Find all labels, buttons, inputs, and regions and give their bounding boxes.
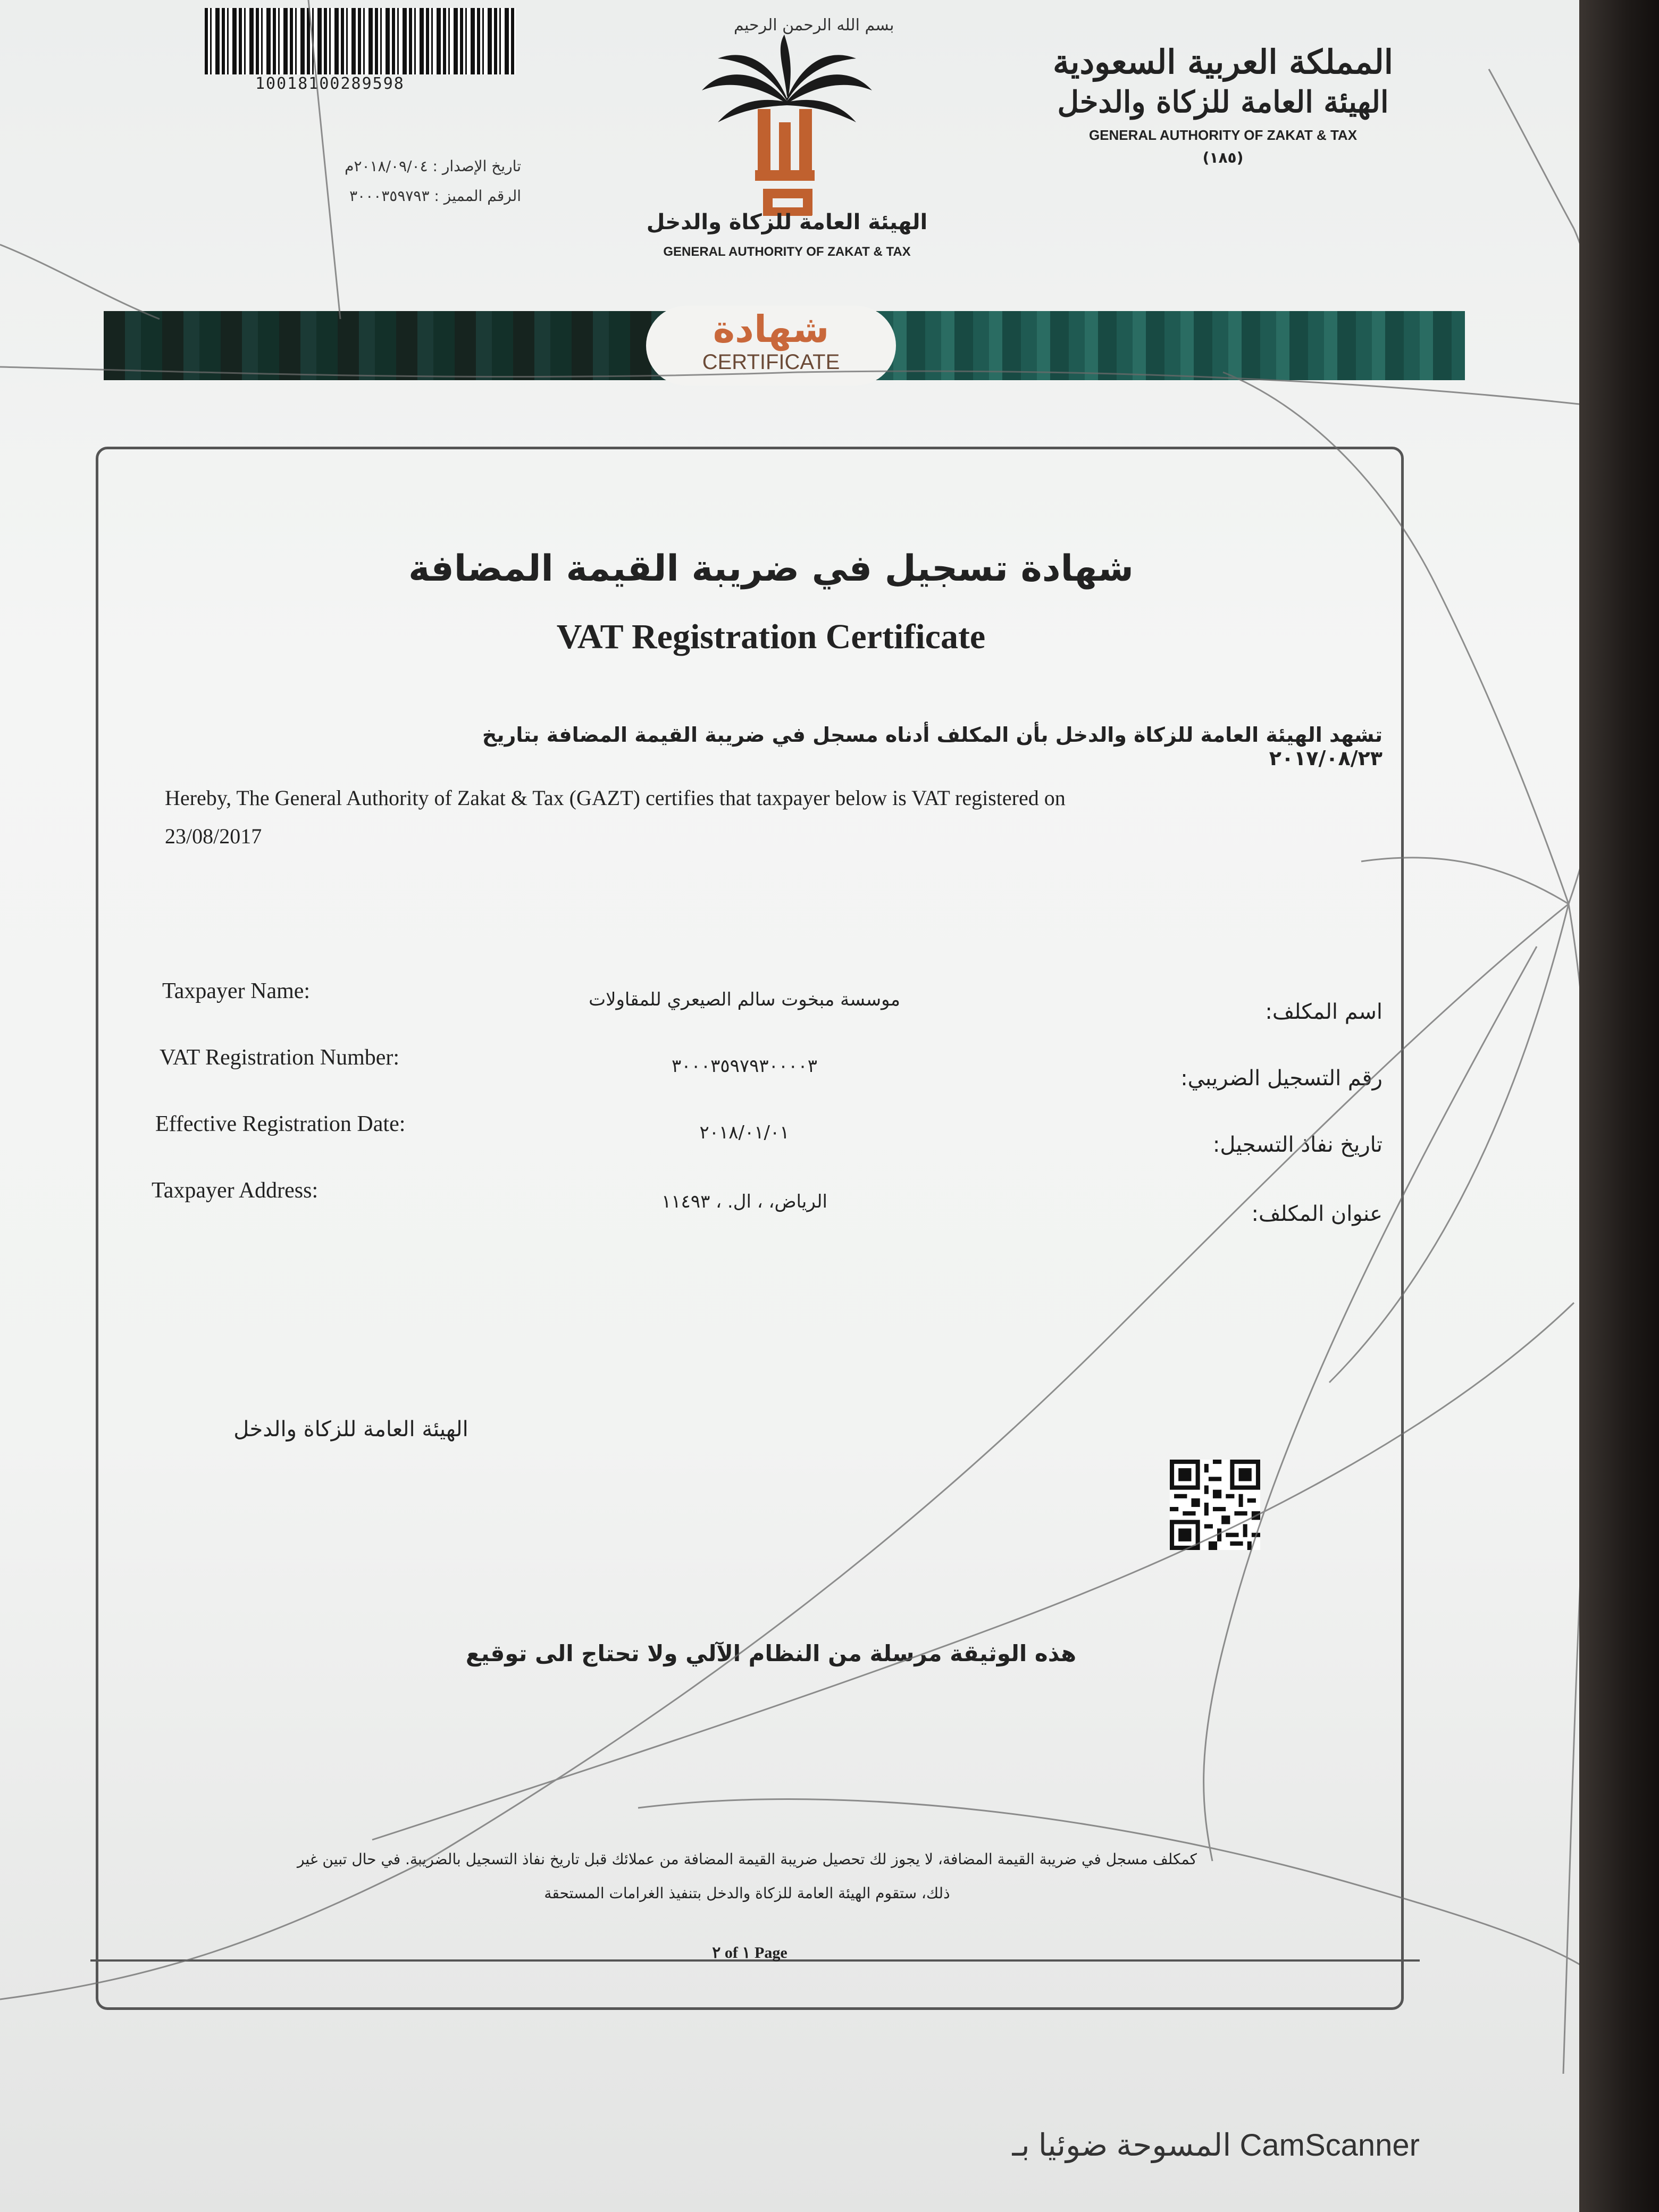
kingdom-arabic: المملكة العربية السعودية [1053,43,1393,81]
barcode [205,8,516,74]
vat-number-value: ٣٠٠٠٣٥٩٧٩٣٠٠٠٠٣ [672,1055,817,1077]
certificate-banner-right [877,311,1465,380]
palm-logo-icon [643,11,931,223]
title-arabic: شهادة تسجيل في ضريبة القيمة المضافة [408,548,1134,590]
kingdom-seal [1042,43,1404,166]
certificate-badge [646,306,896,386]
bismillah-text: بسم الله الرحمن الرحيم [734,16,894,35]
issue-info [298,152,521,211]
taxpayer-name-label-en: Taxpayer Name: [162,979,311,1003]
certify-line-2: 23/08/2017 [165,824,262,848]
vat-number-label-ar: رقم التسجيل الضريبي: [1180,1066,1382,1091]
taxpayer-address-value: الرياض، ، ال. ، ١١٤٩٣ [661,1191,827,1212]
authority-signature: الهيئة العامة للزكاة والدخل [233,1417,468,1442]
effective-date-label-en: Effective Registration Date: [155,1112,406,1136]
title-english: VAT Registration Certificate [556,617,986,656]
unique-number: الرقم المميز : ٣٠٠٠٣٥٩٧٩٣ [349,187,521,205]
page-number: ٢ of ١ Page [712,1944,787,1962]
logo-english-name: GENERAL AUTHORITY OF ZAKAT & TAX [663,245,911,259]
taxpayer-name-label-ar: اسم المكلف: [1265,1000,1382,1024]
photo-background-edge [1579,0,1659,2212]
effective-date-value: ٢٠١٨/٠١/٠١ [699,1122,790,1143]
auto-generated-note: هذه الوثيقة مرسلة من النظام الآلي ولا تحتاج الى توقيع [465,1640,1077,1666]
issue-date: تاريخ الإصدار : ٢٠١٨/٠٩/٠٤م [345,157,521,175]
authority-english: GENERAL AUTHORITY OF ZAKAT & TAX [1088,127,1358,143]
certificate-english: CERTIFICATE [702,350,840,374]
taxpayer-address-label-en: Taxpayer Address: [152,1178,319,1203]
qr-code-icon [1170,1460,1260,1550]
effective-date-label-ar: تاريخ نفاذ التسجيل: [1212,1133,1382,1157]
fine-print-line-2: ذلك، ستقوم الهيئة العامة للزكاة والدخل بتنفيذ الغرامات المستحقة [544,1884,950,1902]
fine-print [229,1842,1266,1911]
certify-statement-arabic: تشهد الهيئة العامة للزكاة والدخل بأن المكلف أدناه مسجل في ضريبة القيمة المضافة بتاريخ ٢٠١٧/٠٨/٢٣ [482,723,1382,770]
authority-code: (١٨٥) [1202,149,1244,166]
certificate-arabic: شهادة [713,307,830,351]
certify-statement-english [165,779,1335,856]
taxpayer-address-label-ar: عنوان المكلف: [1251,1202,1382,1226]
logo-arabic-name: الهيئة العامة للزكاة والدخل [646,210,928,234]
vat-number-label-en: VAT Registration Number: [160,1045,400,1070]
barcode-number: 10018100289598 [255,74,405,93]
fine-print-line-1: كمكلف مسجل في ضريبة القيمة المضافة، لا يجوز لك تحصيل ضريبة القيمة المضافة من عملائك قبل تاريخ نفاذ التسجيل بالضريبة. في حال تبين غير [297,1850,1197,1868]
authority-arabic: الهيئة العامة للزكاة والدخل [1057,85,1389,120]
camscanner-watermark: المسوحة ضوئيا بـ CamScanner [1012,2128,1420,2163]
certify-line-1: Hereby, The General Authority of Zakat & Tax (GAZT) certifies that taxpayer below is VAT registered on [165,786,1066,810]
certificate-frame [96,447,1404,2010]
taxpayer-name-value: موسسة مبخوت سالم الصيعري للمقاولات [589,989,900,1010]
